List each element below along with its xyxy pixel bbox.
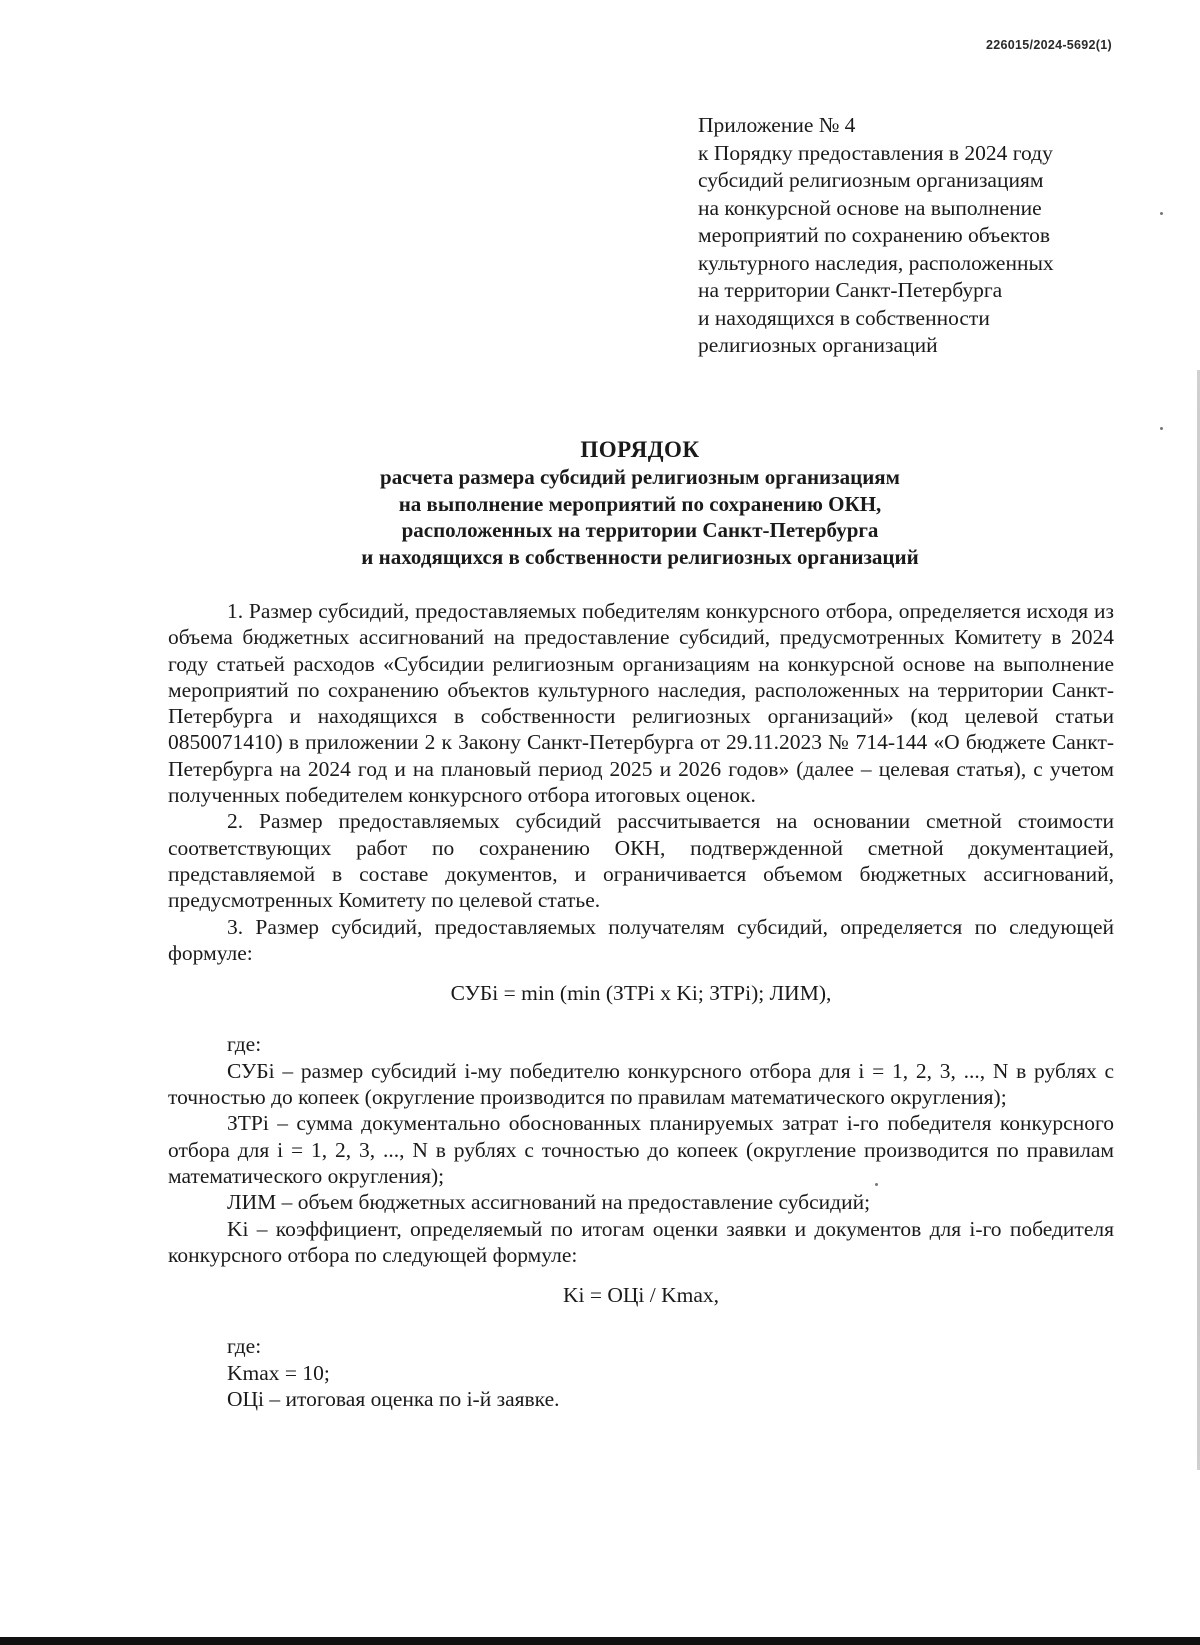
appendix-line: на территории Санкт-Петербурга bbox=[698, 278, 1003, 302]
definition-oci: ОЦi – итоговая оценка по i-й заявке. bbox=[227, 1387, 560, 1412]
appendix-line: субсидий религиозным организациям bbox=[698, 168, 1044, 192]
definition-ztr: ЗТРi – сумма документально обоснованных планируемых затрат i-го победителя конкурсного отбора для i = 1, 2, 3, ..., N в рублях с точностью до копеек (округление производится по правилам математического округления); bbox=[168, 1111, 1114, 1188]
formula-coefficient: Ki = ОЦi / Kmax, bbox=[562, 1283, 720, 1308]
document-registration-number: 226015/2024-5692(1) bbox=[986, 38, 1112, 52]
appendix-line: к Порядку предоставления в 2024 году bbox=[698, 140, 1053, 165]
definition-lim: ЛИМ – объем бюджетных ассигнований на предоставление субсидий; bbox=[227, 1190, 871, 1215]
definition-sub: СУБi – размер субсидий i-му победителю конкурсного отбора для i = 1, 2, 3, ..., N в рублях с точностью до копеек (округление производится по правилам математического округления); bbox=[168, 1058, 1114, 1110]
appendix-line: мероприятий по сохранению объектов bbox=[698, 223, 1050, 247]
appendix-line: религиозных организаций bbox=[698, 333, 938, 357]
scan-bottom-edge bbox=[0, 1637, 1200, 1645]
formula-subsidy: СУБi = min (min (ЗТРi x Ki; ЗТРi); ЛИМ), bbox=[450, 981, 832, 1006]
paragraph-1: 1. Размер субсидий, предоставляемых победителям конкурсного отбора, определяется исходя из объема бюджетных ассигнований на предоставление субсидий, предусмотренных Комитету в 2024 году статьей расходов «Субсидии религиозным организациям на конкурсной основе на выполнение мероприятий по сохранению объектов культурного наследия, расположенных на территории Санкт-Петербурга и находящихся в собственности религиозных организаций» (код целевой статьи 0850071410) в приложении 2 к Закону Санкт-Петербурга от 29.11.2023 № 714-144 «О бюджете Санкт-Петербурга на 2024 год и на плановый период 2025 и 2026 годов» (далее – целевая статья), с учетом полученных победителем конкурсного отбора итоговых оценок. bbox=[168, 599, 1114, 808]
title-subtitle-line: и находящихся в собственности религиозных организаций bbox=[361, 544, 919, 569]
appendix-line: культурного наследия, расположенных bbox=[698, 250, 1054, 275]
definition-k: Ki – коэффициент, определяемый по итогам оценки заявки и документов для i-го победителя конкурсного отбора по следующей формуле: bbox=[168, 1216, 1114, 1267]
where-label-2: где: bbox=[227, 1334, 262, 1359]
scan-speck bbox=[1160, 212, 1163, 215]
definition-kmax: Kmax = 10; bbox=[227, 1360, 330, 1385]
appendix-header bbox=[698, 112, 1138, 360]
appendix-line: на конкурсной основе на выполнение bbox=[698, 195, 1042, 220]
title-subtitle-line: расчета размера субсидий религиозным организациям bbox=[380, 465, 900, 489]
scan-speck bbox=[1160, 427, 1163, 430]
appendix-line: и находящихся в собственности bbox=[698, 305, 990, 330]
paragraph-2: 2. Размер предоставляемых субсидий рассчитывается на основании сметной стоимости соответствующих работ по сохранению ОКН, подтвержденной сметной документацией, представляемой в составе документов, и ограничивается объемом бюджетных ассигнований, предусмотренных Комитету по целевой статье. bbox=[168, 809, 1114, 913]
document-title bbox=[160, 436, 1120, 570]
title-subtitle-line: на выполнение мероприятий по сохранению ОКН, bbox=[398, 491, 882, 516]
document-body bbox=[168, 598, 1114, 1412]
where-label: где: bbox=[227, 1032, 262, 1057]
appendix-line: Приложение № 4 bbox=[698, 113, 856, 137]
title-main: ПОРЯДОК bbox=[580, 437, 700, 462]
paragraph-3: 3. Размер субсидий, предоставляемых получателям субсидий, определяется по следующей формуле: bbox=[168, 914, 1114, 965]
title-subtitle-line: расположенных на территории Санкт-Петербурга bbox=[401, 518, 879, 542]
scan-speck bbox=[875, 1183, 878, 1186]
